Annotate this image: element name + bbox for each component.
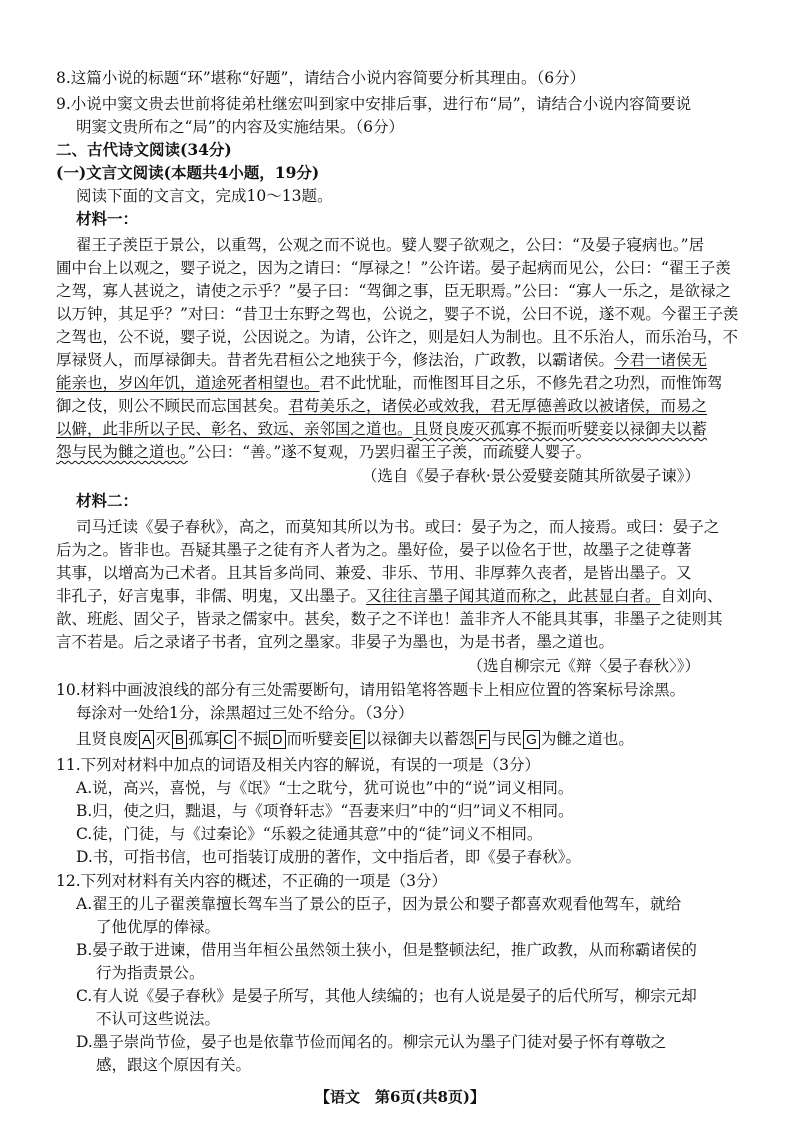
question-11-option-d: D.书，可指书信，也可指装订成册的著作，文中指后者，即《晏子春秋》。 — [76, 848, 582, 866]
material-2-line: 其事，以增高为己术者。且其旨多尚同、兼爱、非乐、节用、非厚葬久丧者，是皆出墨子。又 — [56, 564, 692, 582]
option-box-d[interactable]: D — [269, 730, 285, 749]
material-2-line: 司马迁读《晏子春秋》，高之，而莫知其所以为书。或曰：晏子为之，而人接焉。或曰：晏子之 — [76, 518, 720, 536]
question-9-line-1: 9.小说中窦文贵去世前将徒弟杜继宏叫到家中安排后事，进行布“局”，请结合小说内容简要说 — [56, 95, 692, 113]
question-12-option-c-cont: 不认可这些说法。 — [96, 1010, 221, 1028]
underlined-sentence: 以僻，此非所以子民、彰名、致远、亲邻国之道也。 — [56, 420, 413, 438]
segment: 灭 — [155, 730, 171, 748]
underlined-sentence: 君苟美乐之，诸侯必或效我，君无厚德善政以被诸侯，而易之 — [288, 397, 708, 415]
question-12-option-d: D.墨子崇尚节俭，晏子也是依靠节俭而闻名的。柳宗元认为墨子门徒对晏子怀有尊敬之 — [76, 1033, 667, 1051]
question-12-option-b: B.晏子敢于进谏，借用当年桓公虽然领土狭小，但是整顿法纪，推广政教，从而称霸诸侯的 — [76, 941, 697, 959]
material-1-line: 圃中台上以观之，婴子说之，因为之请曰：“厚禄之！”公许诺。晏子起病而见公，公曰：“翟王子羡 — [56, 259, 731, 277]
option-box-c[interactable]: C — [220, 730, 236, 749]
segment: 孤寡 — [188, 730, 220, 748]
option-box-g[interactable]: G — [523, 730, 540, 749]
material-1-text: 君不此忧耻，而惟图耳目之乐，不修先君之功烈，而惟饰驾 — [319, 374, 723, 392]
underlined-sentence: 又往往言墨子闻其道而称之，此甚显白者。 — [366, 587, 661, 605]
material-1-line: 之驾，寡人甚说之，请使之示乎？”晏子曰：“驾御之事，臣无职焉。”公曰：“寡人一乐之，是欲禄之 — [56, 282, 731, 300]
question-11: 11.下列对材料中加点的词语及相关内容的解说，有误的一项是（3分） — [56, 756, 541, 774]
question-10-line-1: 10.材料中画波浪线的部分有三处需要断句，请用铅笔将答题卡上相应位置的答案标号涂黑。 — [56, 681, 686, 699]
material-1-line — [56, 419, 707, 439]
question-10-line-2: 每涂对一处给1分，涂黑超过三处不给分。（3分） — [76, 704, 414, 722]
segment: 为雠之道也。 — [540, 730, 634, 748]
question-12-option-a: A.翟王的儿子翟羡靠擅长驾车当了景公的臣子，因为景公和婴子都喜欢观看他驾车，就给 — [76, 895, 682, 913]
question-9-line-2: 明窦文贵所布之“局”的内容及实施结果。（6分） — [76, 118, 404, 136]
question-8: 8.这篇小说的标题“环”堪称“好题”，请结合小说内容简要分析其理由。（6分） — [56, 69, 586, 87]
question-12-option-a-cont: 了他优厚的俸禄。 — [96, 918, 221, 936]
material-1-line: 之驾也，公不说，婴子说，公因说之。为请，公许之，则是妇人为制也。且不乐治人，而乐治马，不 — [56, 328, 739, 346]
material-2-line: 言不若是。后之录诸子书者，宜列之墨家。非晏子为墨也，为是书者，墨之道也。 — [56, 633, 615, 651]
material-1-line — [56, 396, 707, 416]
material-2-source: （选自柳宗元《辩〈晏子春秋〉》） — [467, 657, 700, 675]
material-1-text: ”公曰：“善。”遂不复观，乃罢归翟王子羡，而疏嬖人婴子。 — [187, 443, 592, 461]
underlined-sentence: 今君一诸侯无 — [614, 351, 708, 369]
section-heading: 二、古代诗文阅读(34分) — [56, 140, 232, 159]
material-1-source: （选自《晏子春秋·景公爱嬖妾随其所欲晏子谏》） — [361, 467, 700, 485]
material-1-line: 以万钟，其足乎？”对曰：“昔卫士东野之驾也，公说之，婴子不说，公曰不说，遂不观。今翟王子羡 — [56, 305, 739, 323]
question-10-sentence — [76, 729, 634, 749]
material-1-text: 厚禄贤人，而厚禄御夫。昔者先君桓公之地狭于今，修法治，广政教，以霸诸侯。 — [56, 351, 615, 369]
segment: 以禄御夫以蓄怨 — [365, 730, 475, 748]
question-11-option-c: C.徒，门徒，与《过秦论》“乐毅之徒通其意”中的“徒”词义不相同。 — [76, 825, 543, 843]
question-12: 12.下列对材料有关内容的概述，不正确的一项是（3分） — [56, 872, 448, 890]
material-2-line — [56, 586, 723, 606]
material-2-line: 歆、班彪、固父子，皆录之儒家中。甚矣，数子之不详也！盖非齐人不能具其事，非墨子之徒则其 — [56, 610, 723, 628]
wavy-underlined-sentence: 且贤良废灭孤寡不振而听嬖妾以禄御夫以蓄 — [412, 420, 708, 438]
underlined-sentence: 能亲也，岁凶年饥，道途死者相望也。 — [56, 374, 320, 392]
option-box-b[interactable]: B — [172, 730, 187, 749]
page-footer: 【语文 第6页(共8页)】 — [314, 1088, 486, 1106]
option-box-a[interactable]: A — [139, 730, 154, 749]
segment: 不振 — [237, 730, 269, 748]
material-1-line — [56, 373, 723, 393]
material-1-line — [56, 350, 707, 370]
material-1-line: 翟王子羡臣于景公，以重驾，公观之而不说也。嬖人婴子欲观之，公曰：“及晏子寝病也。”居 — [76, 236, 705, 254]
question-11-option-b: B.归，使之归，黜退，与《项脊轩志》“吾妻来归”中的“归”词义不相同。 — [76, 802, 574, 820]
question-12-option-d-cont: 感，跟这个原因有关。 — [96, 1056, 252, 1074]
material-1-title: 材料一： — [76, 209, 139, 228]
instruction: 阅读下面的文言文，完成10～13题。 — [76, 187, 333, 205]
subsection-heading: (一)文言文阅读(本题共4小题，19分) — [56, 163, 320, 182]
material-2-text: 自刘向、 — [660, 587, 723, 605]
option-box-e[interactable]: E — [350, 730, 365, 749]
material-1-line — [56, 442, 591, 462]
material-2-title: 材料二： — [76, 491, 139, 510]
material-1-text: 御之伎，则公不顾民而忘国甚矣。 — [56, 397, 289, 415]
option-box-f[interactable]: F — [475, 730, 490, 749]
question-11-option-a: A.说，高兴，喜悦，与《氓》“士之耽兮，犹可说也”中的“说”词义相同。 — [76, 779, 574, 797]
segment: 且贤良废 — [76, 730, 139, 748]
segment: 与民 — [490, 730, 522, 748]
question-12-option-b-cont: 行为指责景公。 — [96, 964, 205, 982]
material-2-text: 非孔子，好言鬼事，非儒、明鬼，又出墨子。 — [56, 587, 367, 605]
segment: 而听嬖妾 — [286, 730, 349, 748]
wavy-underlined-sentence: 怨与民为雠之道也。 — [56, 443, 188, 461]
material-2-line: 后为之。皆非也。吾疑其墨子之徒有齐人者为之。墨好俭，晏子以俭名于世，故墨子之徒尊著 — [56, 541, 692, 559]
question-12-option-c: C.有人说《晏子春秋》是晏子所写，其他人续编的；也有人说是晏子的后代所写，柳宗元却 — [76, 987, 697, 1005]
